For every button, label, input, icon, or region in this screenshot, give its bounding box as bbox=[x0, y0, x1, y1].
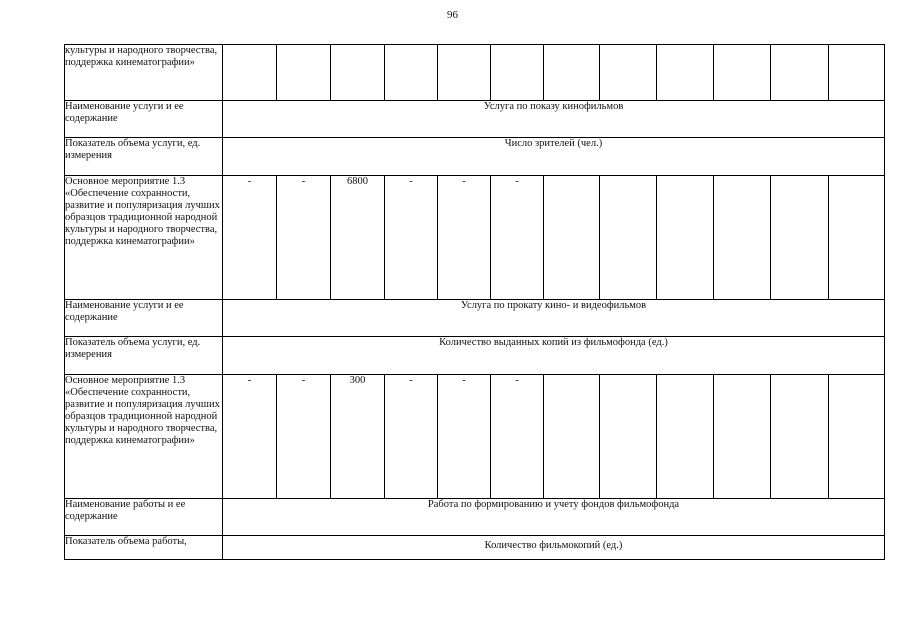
table-row-continuation bbox=[65, 45, 885, 101]
table-row-volume-indicator bbox=[65, 138, 885, 176]
value-cell bbox=[438, 45, 491, 101]
row-label: культуры и народного творчества, поддержка кинематографии» bbox=[65, 45, 223, 101]
value-cell bbox=[331, 45, 385, 101]
value-cell: 6800 bbox=[331, 176, 385, 300]
value-cell: - bbox=[223, 176, 277, 300]
row-label: Основное мероприятие 1.3 «Обеспечение сохранности, развитие и популяризация лучших образцов традиционной народной культуры и народного творчества, поддержка кинематографии» bbox=[65, 375, 223, 499]
value-cell: - bbox=[277, 176, 331, 300]
row-label: Наименование услуги и ее содержание bbox=[65, 300, 223, 337]
value-cell bbox=[771, 45, 829, 101]
value-cell bbox=[223, 45, 277, 101]
value-cell bbox=[491, 45, 544, 101]
volume-indicator-cell: Количество выданных копий из фильмофонда (ед.) bbox=[223, 337, 885, 375]
value-cell bbox=[829, 45, 885, 101]
value-cell bbox=[771, 375, 829, 499]
row-label: Основное мероприятие 1.3 «Обеспечение сохранности, развитие и популяризация лучших образцов традиционной народной культуры и народного творчества, поддержка кинематографии» bbox=[65, 176, 223, 300]
service-name-cell: Услуга по показу кинофильмов bbox=[223, 101, 885, 138]
table-row-activity-values bbox=[65, 176, 885, 300]
value-cell: - bbox=[491, 176, 544, 300]
volume-indicator-cell: Количество фильмокопий (ед.) bbox=[223, 536, 885, 560]
value-cell bbox=[600, 45, 657, 101]
value-cell: - bbox=[438, 176, 491, 300]
value-cell bbox=[829, 375, 885, 499]
value-cell: - bbox=[385, 375, 438, 499]
row-label: Показатель объема услуги, ед. измерения bbox=[65, 138, 223, 176]
value-cell bbox=[600, 176, 657, 300]
value-cell bbox=[714, 45, 771, 101]
row-label: Показатель объема услуги, ед. измерения bbox=[65, 337, 223, 375]
value-cell bbox=[544, 176, 600, 300]
value-cell: - bbox=[385, 176, 438, 300]
table-row-service-name bbox=[65, 300, 885, 337]
value-cell bbox=[657, 375, 714, 499]
page-number: 96 bbox=[447, 9, 458, 21]
value-cell bbox=[544, 375, 600, 499]
volume-indicator-cell: Число зрителей (чел.) bbox=[223, 138, 885, 176]
value-cell bbox=[714, 176, 771, 300]
value-cell: - bbox=[491, 375, 544, 499]
table-row-volume-indicator bbox=[65, 337, 885, 375]
value-cell bbox=[544, 45, 600, 101]
value-cell bbox=[657, 176, 714, 300]
services-table bbox=[64, 44, 885, 560]
value-cell: - bbox=[438, 375, 491, 499]
value-cell bbox=[657, 45, 714, 101]
value-cell bbox=[771, 176, 829, 300]
row-label: Показатель объема работы, bbox=[65, 536, 223, 560]
table-row-volume-indicator bbox=[65, 536, 885, 560]
value-cell bbox=[385, 45, 438, 101]
work-name-cell: Работа по формированию и учету фондов фильмофонда bbox=[223, 499, 885, 536]
row-label: Наименование работы и ее содержание bbox=[65, 499, 223, 536]
value-cell bbox=[829, 176, 885, 300]
value-cell bbox=[277, 45, 331, 101]
value-cell: - bbox=[277, 375, 331, 499]
value-cell: - bbox=[223, 375, 277, 499]
value-cell bbox=[714, 375, 771, 499]
table-row-activity-values bbox=[65, 375, 885, 499]
value-cell: 300 bbox=[331, 375, 385, 499]
service-name-cell: Услуга по прокату кино- и видеофильмов bbox=[223, 300, 885, 337]
table-row-service-name bbox=[65, 101, 885, 138]
value-cell bbox=[600, 375, 657, 499]
table-row-work-name bbox=[65, 499, 885, 536]
row-label: Наименование услуги и ее содержание bbox=[65, 101, 223, 138]
